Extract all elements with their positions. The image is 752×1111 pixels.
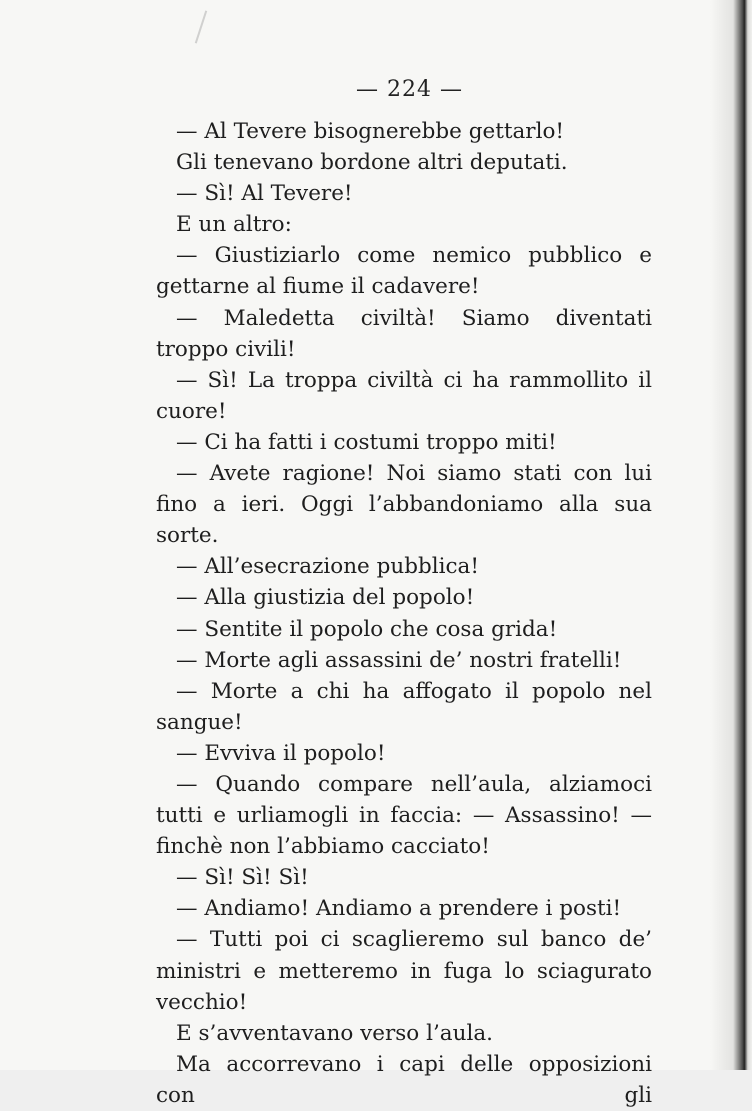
paragraph: — Morte agli assassini de’ nostri fratelli!	[176, 647, 622, 673]
page-number: — 224 —	[356, 77, 463, 102]
paragraph: Gli tenevano bordone altri deputati.	[176, 150, 568, 176]
paragraph: Ma accorrevano i capi delle opposizioni con gli	[156, 1051, 652, 1108]
paragraph: E un altro:	[176, 212, 292, 238]
paragraph: E s’avventavano verso l’aula.	[176, 1020, 493, 1046]
paragraph: — Sì! Sì! Sì!	[176, 865, 309, 891]
paragraph: — Ci ha fatti i costumi troppo miti!	[176, 429, 557, 455]
paragraph: — Andiamo! Andiamo a prendere i posti!	[176, 896, 622, 922]
paragraph: — Quando compare nell’aula, alziamoci tutti e urliamogli in faccia: — Assassino! — finchè non l’abbiamo cacciato!	[156, 771, 652, 860]
paragraph: — Sì! La troppa civiltà ci ha rammollito il cuore!	[156, 367, 652, 424]
paragraph: — Sentite il popolo che cosa grida!	[176, 616, 558, 642]
paragraph: — Alla giustizia del popolo!	[176, 585, 475, 611]
paragraph: — Evviva il popolo!	[176, 740, 386, 766]
paragraph: — Avete ragione! Noi siamo stati con lui fino a ieri. Oggi l’abbandoniamo alla sua sorte.	[156, 461, 652, 549]
paragraph: — Sì! Al Tevere!	[176, 181, 353, 207]
paragraph: — Morte a chi ha affogato il popolo nel sangue!	[156, 678, 652, 735]
paragraph: — Maledetta civiltà! Siamo diventati troppo civili!	[156, 305, 652, 362]
paper-mark	[195, 11, 207, 44]
paragraph: — Al Tevere bisognerebbe gettarlo!	[176, 119, 565, 144]
paragraph: — Giustiziarlo come nemico pubblico e gettarne al fiume il cadavere!	[156, 243, 652, 300]
paragraph: — All’esecrazione pubblica!	[176, 554, 480, 580]
page-edge-shadow	[710, 0, 752, 1070]
paragraph: — Tutti poi ci scaglieremo sul banco de’ ministri e metteremo in fuga lo sciagurato vecchio!	[156, 927, 652, 1015]
body-text	[156, 116, 652, 1111]
